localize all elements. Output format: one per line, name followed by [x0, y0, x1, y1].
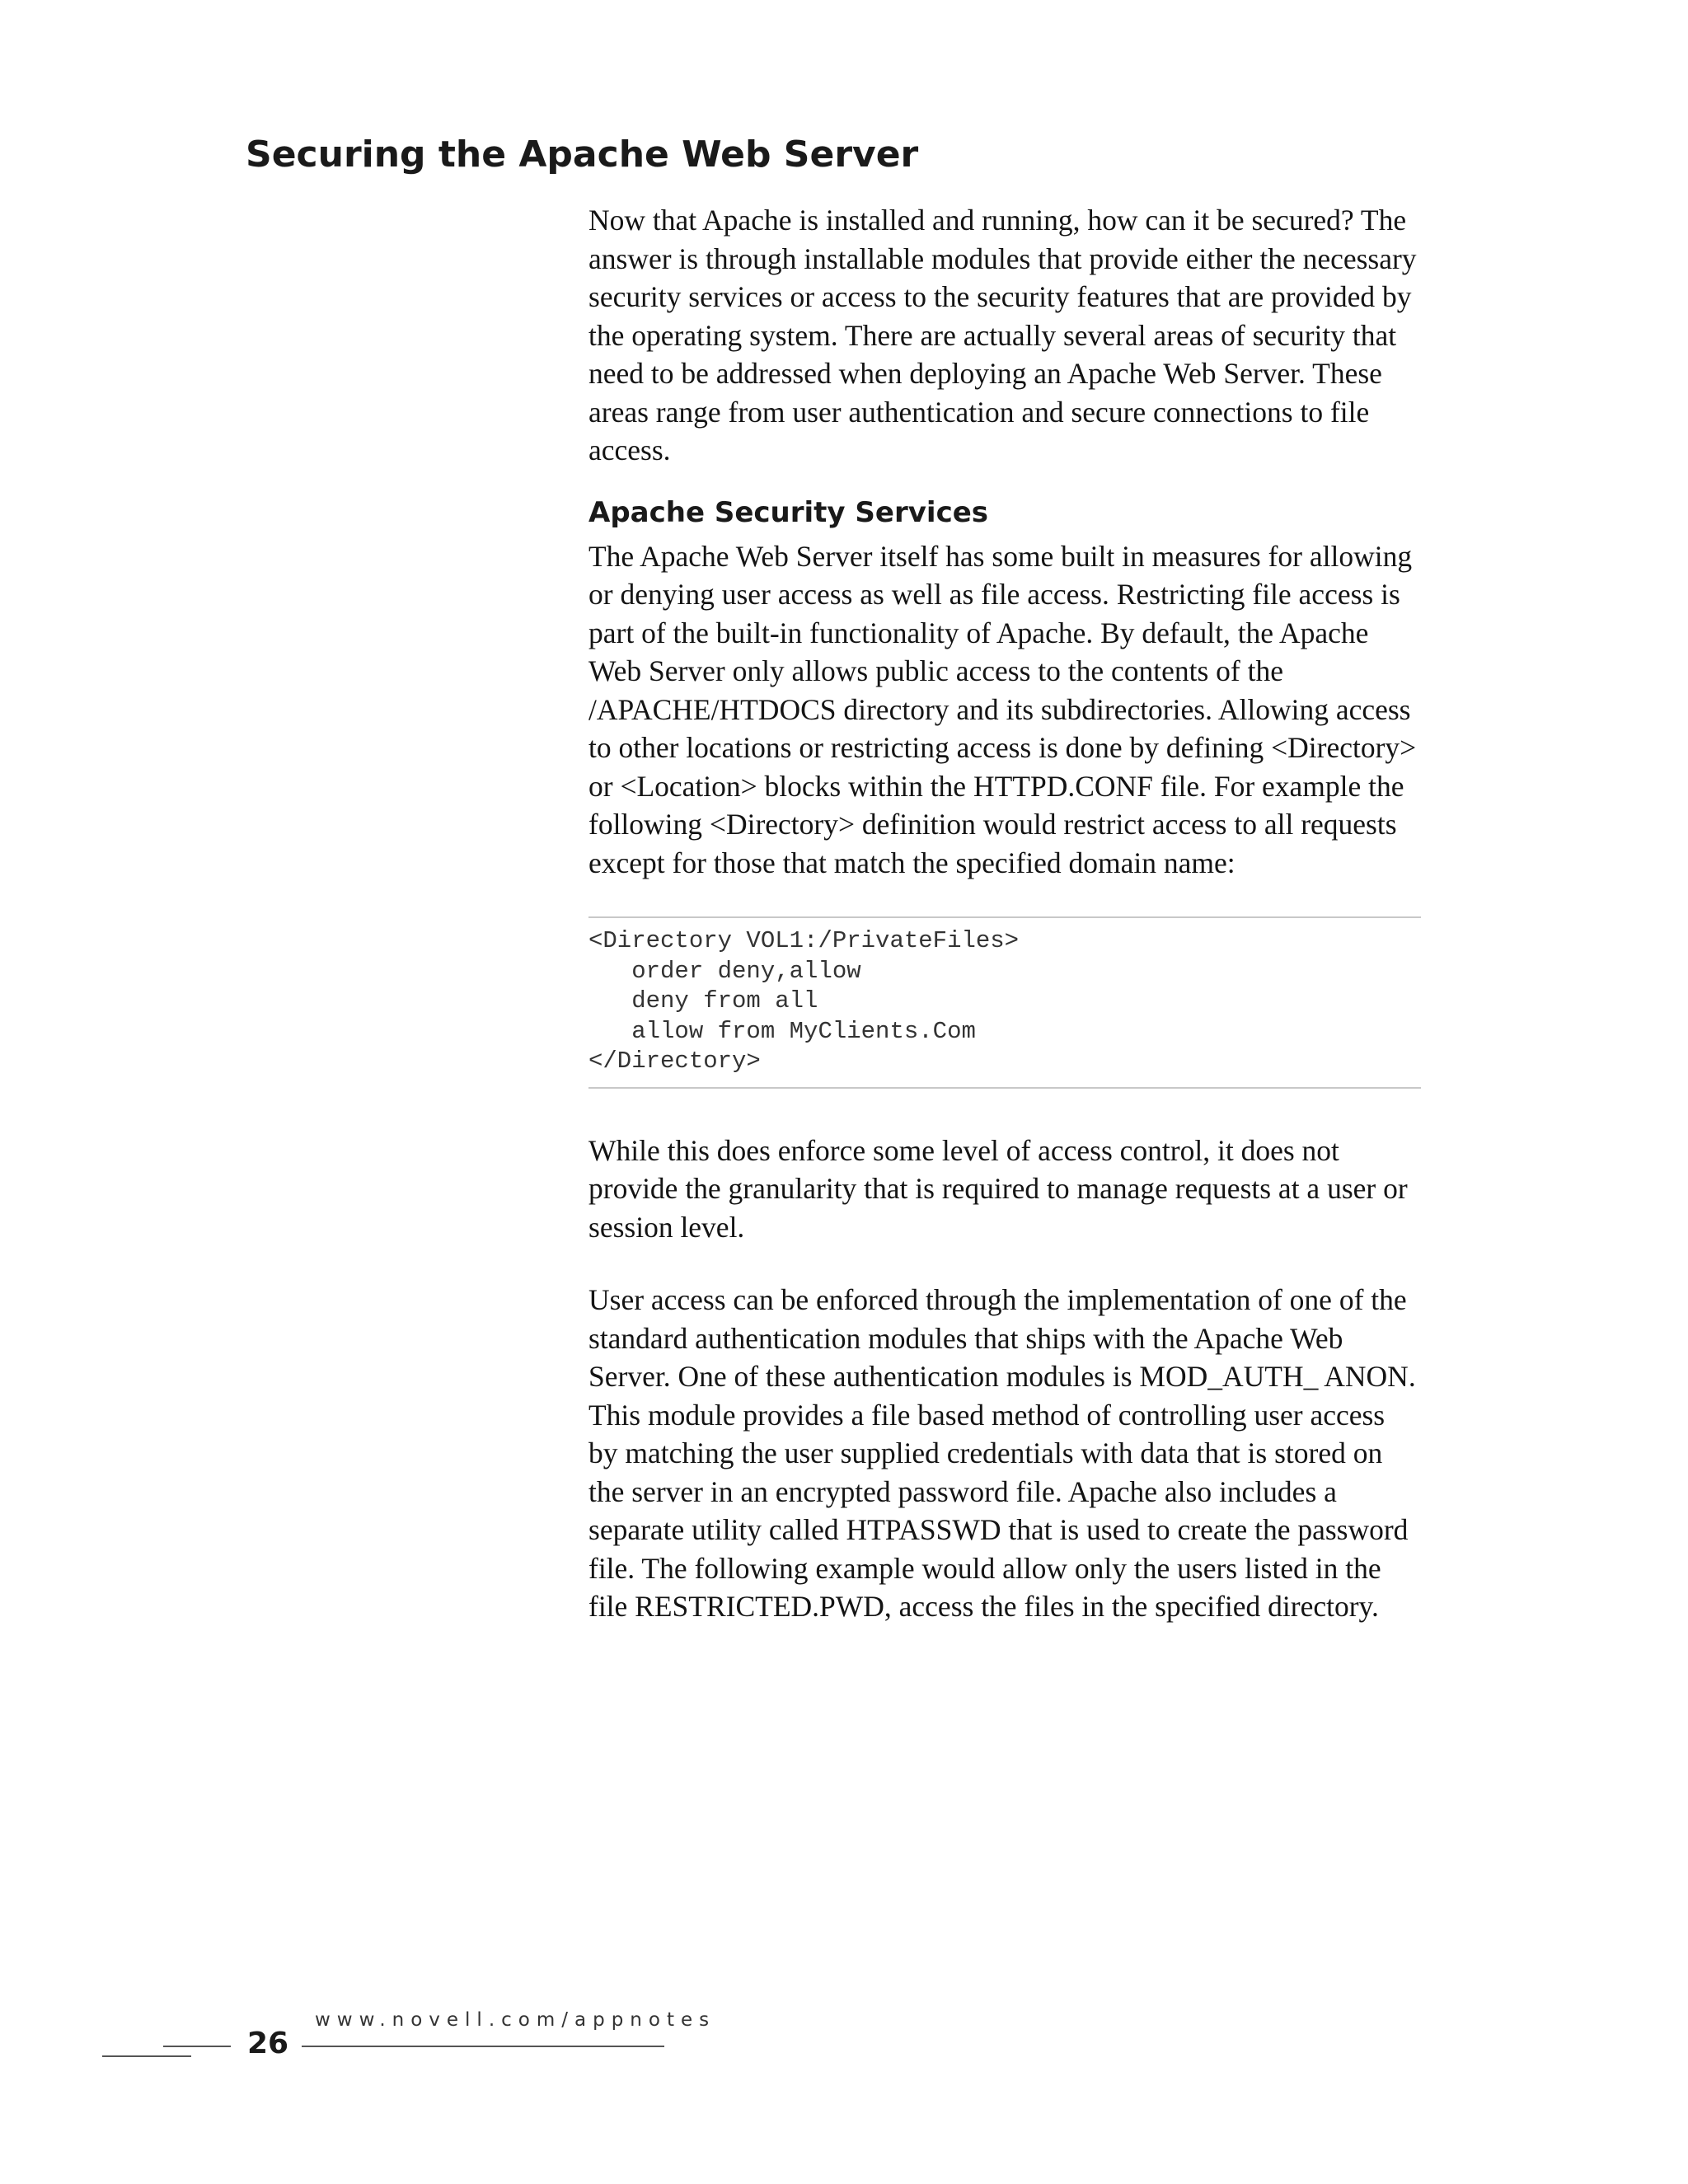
section-heading: Apache Security Services [588, 495, 989, 529]
code-line: <Directory VOL1:/PrivateFiles> [588, 927, 1020, 954]
page-heading: Securing the Apache Web Server [246, 134, 919, 176]
main-content [588, 201, 1421, 1626]
code-line: order deny,allow [588, 957, 861, 985]
code-line: allow from MyClients.Com [588, 1017, 976, 1045]
body-paragraph-2: While this does enforce some level of access control, it does not provide the granularity that is required to manage requests at a user or session level. [588, 1133, 1408, 1244]
body-paragraph-1: The Apache Web Server itself has some built in measures for allowing or denying user access as well as file access. Restricting file access is part of the built-in functionality of Apache. By default, the Apache Web Server only allows public access to the contents of the /APACHE/HTDOCS directory and its subdirectories. Allowing access to other locations or restricting access is done by defining <Directory> or <Location> blocks within the HTTPD.CONF file. For example the following <Directory> definition would restrict access to all requests except for those that match the specified domain name: [588, 539, 1417, 879]
code-line: </Directory> [588, 1047, 761, 1075]
intro-paragraph: Now that Apache is installed and running, how can it be secured? The answer is through installable modules that provide either the necessary security services or access to the security features that are provided by the operating system. There are actually several areas of security that need to be addressed when deploying an Apache Web Server. These areas range from user authentication and secure connections to file access. [588, 204, 1417, 466]
footer-rule-left-long [102, 2055, 191, 2057]
footer-url: www.novell.com/appnotes [315, 2009, 716, 2031]
code-block [588, 916, 1421, 1089]
footer-rule-left-short [163, 2046, 231, 2047]
code-line: deny from all [588, 987, 818, 1015]
body-paragraph-3: User access can be enforced through the implementation of one of the standard authentication modules that ships with the Apache Web Server. One of these authentication modules is MOD_AUTH_ ANON. This module provides a file based method of controlling user access by matching the user supplied credentials with data that is stored on the server in an encrypted password file. Apache also includes a separate utility called HTPASSWD that is used to create the password file. The following example would allow only the users listed in the file RESTRICTED.PWD, access the files in the specified directory. [588, 1283, 1416, 1623]
page-number: 26 [247, 2027, 289, 2060]
footer-rule-right [302, 2046, 664, 2047]
